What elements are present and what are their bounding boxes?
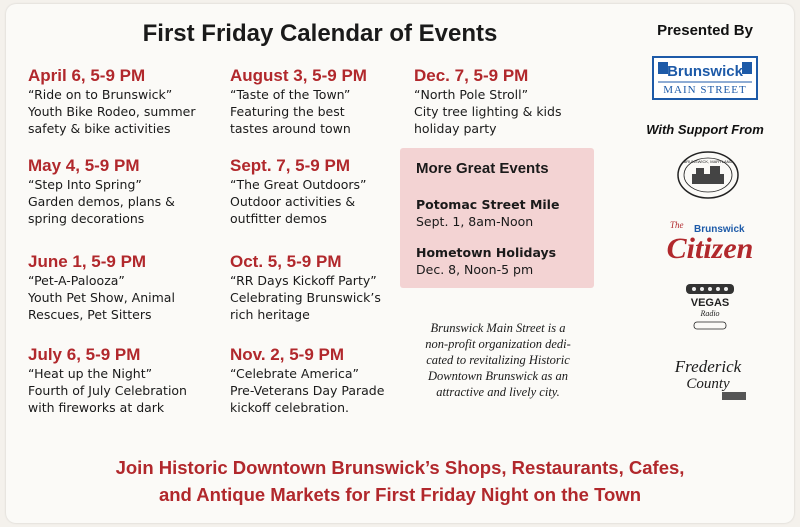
more-events-title: More Great Events bbox=[416, 160, 549, 177]
event-date: June 1, 5-9 PM bbox=[28, 252, 147, 271]
citizen-the-text: The bbox=[670, 220, 684, 230]
more-event-name: Hometown Holidays bbox=[416, 245, 557, 260]
logo-text-brunswick: Brunswick bbox=[667, 63, 743, 80]
seal-text: BRUNSWICK, MARYLAND bbox=[683, 159, 733, 164]
event-desc: safety & bike activities bbox=[28, 121, 171, 136]
event-may bbox=[28, 156, 228, 227]
event-desc: outfitter demos bbox=[230, 211, 327, 226]
event-date: Nov. 2, 5-9 PM bbox=[230, 345, 344, 364]
blurb-line: Brunswick Main Street is a bbox=[430, 321, 566, 335]
event-desc: kickoff celebration. bbox=[230, 400, 349, 415]
event-date: May 4, 5-9 PM bbox=[28, 156, 140, 175]
blurb-line: Downtown Brunswick as an bbox=[428, 369, 568, 383]
event-title: “RR Days Kickoff Party” bbox=[230, 273, 377, 288]
event-desc: Outdoor activities & bbox=[230, 194, 356, 209]
event-desc: Celebrating Brunswick’s bbox=[230, 290, 381, 305]
vegas-text: VEGAS bbox=[690, 297, 730, 309]
footer-line: Join Historic Downtown Brunswick’s Shops, Restaurants, Cafes, bbox=[115, 457, 685, 478]
event-desc: City tree lighting & kids bbox=[414, 104, 562, 119]
event-august bbox=[230, 66, 430, 137]
more-event-name: Potomac Street Mile bbox=[416, 197, 560, 212]
event-title: “Pet-A-Palooza” bbox=[28, 273, 125, 288]
citizen-name-text: Citizen bbox=[666, 232, 754, 265]
event-date: April 6, 5-9 PM bbox=[28, 66, 146, 85]
vegas-radio-logo bbox=[682, 282, 738, 334]
more-event-item bbox=[416, 244, 556, 278]
event-title: “Celebrate America” bbox=[230, 366, 359, 381]
blurb-line: attractive and lively city. bbox=[436, 385, 560, 399]
event-desc: Youth Pet Show, Animal bbox=[28, 290, 175, 305]
event-title: “Heat up the Night” bbox=[28, 366, 153, 381]
event-date: July 6, 5-9 PM bbox=[28, 345, 141, 364]
event-desc: Pre-Veterans Day Parade bbox=[230, 383, 385, 398]
event-july bbox=[28, 345, 228, 416]
organization-blurb bbox=[398, 320, 598, 400]
blurb-line: cated to revitalizing Historic bbox=[426, 353, 570, 367]
event-title: “Ride on to Brunswick” bbox=[28, 87, 173, 102]
event-date: August 3, 5-9 PM bbox=[230, 66, 367, 85]
event-title: “Step Into Spring” bbox=[28, 177, 142, 192]
event-dec bbox=[414, 66, 614, 137]
more-event-detail: Sept. 1, 8am-Noon bbox=[416, 214, 534, 229]
more-events-box bbox=[400, 148, 594, 288]
event-desc: Featuring the best bbox=[230, 104, 345, 119]
logo-text-main-street: MAIN STREET bbox=[663, 84, 747, 96]
with-support-label: With Support From bbox=[646, 122, 764, 137]
event-april bbox=[28, 66, 228, 137]
more-event-detail: Dec. 8, Noon-5 pm bbox=[416, 262, 534, 277]
more-event-item bbox=[416, 196, 559, 230]
frederick-text: Frederick bbox=[674, 357, 742, 376]
frederick-county-logo bbox=[664, 352, 752, 404]
event-june bbox=[28, 252, 228, 323]
citizen-brunswick-text: Brunswick bbox=[694, 224, 745, 235]
event-date: Sept. 7, 5-9 PM bbox=[230, 156, 350, 175]
event-desc: tastes around town bbox=[230, 121, 351, 136]
brunswick-citizen-logo bbox=[660, 214, 760, 266]
presented-by-label: Presented By bbox=[657, 22, 753, 39]
event-desc: holiday party bbox=[414, 121, 497, 136]
event-date: Oct. 5, 5-9 PM bbox=[230, 252, 342, 271]
event-desc: Fourth of July Celebration bbox=[28, 383, 187, 398]
event-desc: Rescues, Pet Sitters bbox=[28, 307, 152, 322]
event-desc: spring decorations bbox=[28, 211, 145, 226]
brunswick-main-street-logo bbox=[652, 56, 758, 100]
event-desc: with fireworks at dark bbox=[28, 400, 165, 415]
vegas-radio-text: Radio bbox=[700, 309, 720, 318]
event-desc: Garden demos, plans & bbox=[28, 194, 175, 209]
event-title: “The Great Outdoors” bbox=[230, 177, 367, 192]
event-title: “Taste of the Town” bbox=[230, 87, 351, 102]
event-desc: rich heritage bbox=[230, 307, 310, 322]
event-desc: Youth Bike Rodeo, summer bbox=[28, 104, 196, 119]
event-date: Dec. 7, 5-9 PM bbox=[414, 66, 529, 85]
footer-tagline bbox=[0, 454, 800, 508]
footer-line: and Antique Markets for First Friday Night on the Town bbox=[158, 484, 642, 505]
page-title: First Friday Calendar of Events bbox=[142, 20, 498, 47]
event-title: “North Pole Stroll” bbox=[414, 87, 529, 102]
brunswick-town-seal-logo bbox=[676, 150, 740, 200]
county-text: County bbox=[686, 376, 730, 392]
blurb-line: non-profit organization dedi- bbox=[425, 337, 571, 351]
